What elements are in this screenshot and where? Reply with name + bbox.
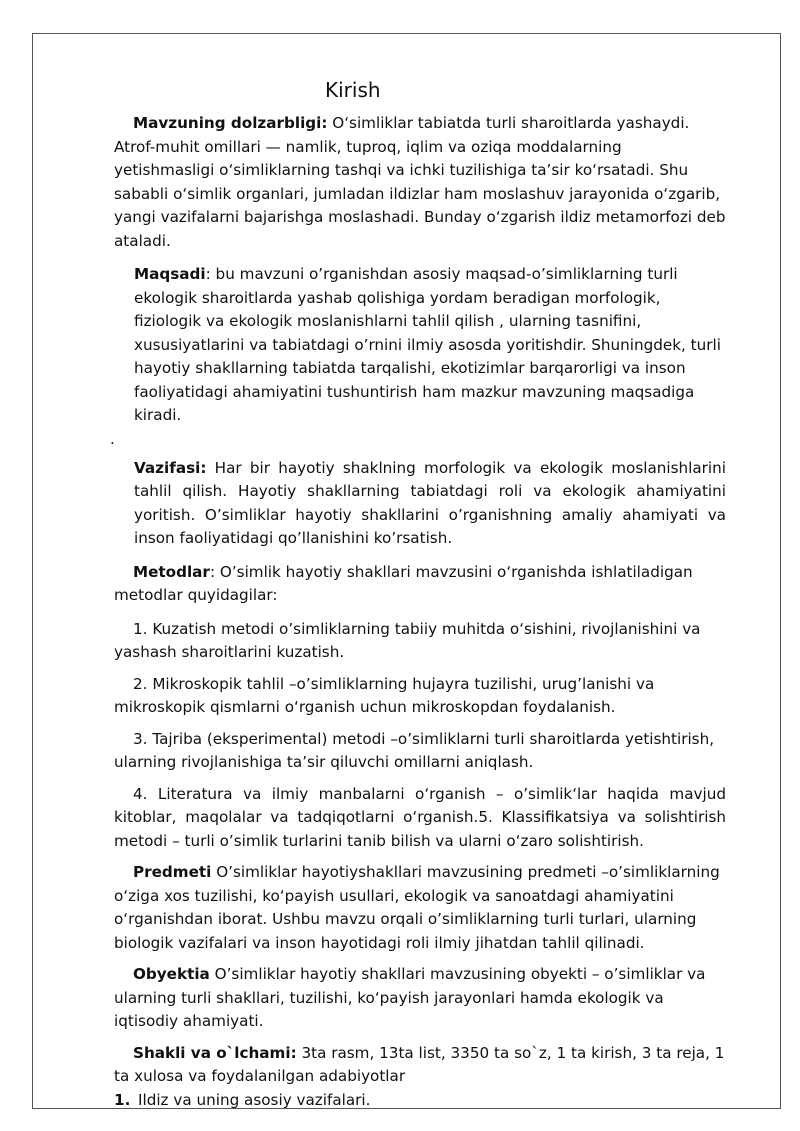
- outline-item-text: Ildiz va uning asosiy vazifalari.: [138, 1090, 371, 1109]
- relevance-label: Mavzuning dolzarbligi:: [133, 114, 328, 132]
- document-body: [110, 76, 726, 1112]
- page-title: Kirish: [325, 78, 381, 102]
- goal-paragraph: [114, 263, 726, 428]
- separator-dot: .: [110, 429, 115, 448]
- outline-item: [114, 1089, 726, 1112]
- object-label: Obyektia: [133, 965, 210, 983]
- task-paragraph: [114, 457, 726, 551]
- methods-text: : O’simlik hayotiy shakllari mavzusini o‘rganishda ishlatiladigan metodlar quyidagilar:: [114, 562, 693, 604]
- subject-label: Predmeti: [133, 863, 212, 881]
- methods-label: Metodlar: [133, 562, 210, 581]
- object-paragraph: [114, 963, 726, 1034]
- subject-paragraph: [114, 861, 726, 955]
- shape-text: 3ta rasm, 13ta list, 3350 ta so`z, 1 ta kirish, 3 ta reja, 1 ta xulosa va foydalanilgan adabiyotlar: [114, 1043, 725, 1085]
- shape-paragraph: [114, 1042, 726, 1089]
- task-label: Vazifasi:: [134, 458, 207, 477]
- relevance-paragraph: [114, 112, 726, 253]
- subject-text: O’simliklar hayotiyshakllari mavzusining predmeti –o’simliklarning o‘ziga xos tuzilishi, ko‘payish usullari, ekologik va sanoatdagi ahamiyatini o‘rganishdan iborat. Ushbu mavzu orqali o’simliklarning turli turlari, ularning biologik vazifalari va inson hayotidagi roli ilmiy jihatdan tahlil qilinadi.: [114, 863, 720, 952]
- relevance-text: O‘simliklar tabiatda turli sharoitlarda yashaydi. Atrof-muhit omillari — namlik, tuproq, iqlim va oziqa moddalarning yetishmasligi o‘simliklarning tashqi va ichki tuzilishiga ta’sir ko‘rsatadi. Shu sababli o‘simlik organlari, jumladan ildizlar ham moslashuv jarayonida o‘zgarib, yangi vazifalarni bajarishga moslashadi. Bunday o‘zgarish ildiz metamorfozi deb ataladi.: [114, 114, 726, 250]
- method-item: 1. Kuzatish metodi o’simliklarning tabiiy muhitda o‘sishini, rivojlanishini va yashash sharoitlarini kuzatish.: [114, 619, 701, 661]
- shape-label: Shakli va o`lchami:: [133, 1043, 297, 1062]
- method-item: 3. Tajriba (eksperimental) metodi –o’simliklarni turli sharoitlarda yetishtirish, ularning rivojlanishiga ta’sir qiluvchi omillarni aniqlash.: [114, 729, 715, 771]
- task-text: Har bir hayotiy shaklning morfologik va ekologik moslanishlarini tahlil qilish. Hayotiy shakllarning tabiatdagi roli va ekologik ahamiyatini yoritish. O’simliklar hayotiy shakllarini o’rganishning amaliy ahamiyati va inson faoliyatidagi qo’llanishini ko’rsatish.: [134, 458, 726, 547]
- methods-paragraph: [114, 561, 726, 608]
- method-item: 2. Mikroskopik tahlil –o’simliklarning hujayra tuzilishi, urug’lanishi va mikroskopik qismlarni o‘rganish uchun mikroskopdan foydalanish.: [114, 674, 655, 716]
- method-item: 4. Literatura va ilmiy manbalarni o‘rganish – o’simlik‘lar haqida mavjud kitoblar, maqolalar va tadqiqotlarni o‘rganish.5. Klassifikatsiya va solishtirish metodi – turli o’simlik turlarini tanib bilish va ularni o‘zaro solishtirish.: [114, 784, 726, 850]
- goal-label: Maqsadi: [134, 265, 206, 283]
- object-text: O’simliklar hayotiy shakllari mavzusining obyekti – o’simliklar va ularning turli shakllari, tuzilishi, ko‘payish jarayonlari hamda ekologik va iqtisodiy ahamiyati.: [114, 965, 706, 1030]
- outline-item-number: 1.: [114, 1090, 131, 1109]
- goal-text: : bu mavzuni o’rganishdan asosiy maqsad-o’simliklarning turli ekologik sharoitlarda yashab qolishiga yordam beradigan morfologik, fiziologik va ekologik moslanishlarni tahlil qilish , ularning tasnifini, xususiyatlarini va tabiatdagi o’rnini ilmiy asosda yoritishdir. Shuningdek, turli hayotiy shakllarning tabiatda tarqalishi, ekotizimlar barqarorligi va inson faoliyatidagi ahamiyatini tushuntirish ham mazkur mavzuning maqsadiga kiradi.: [134, 265, 721, 424]
